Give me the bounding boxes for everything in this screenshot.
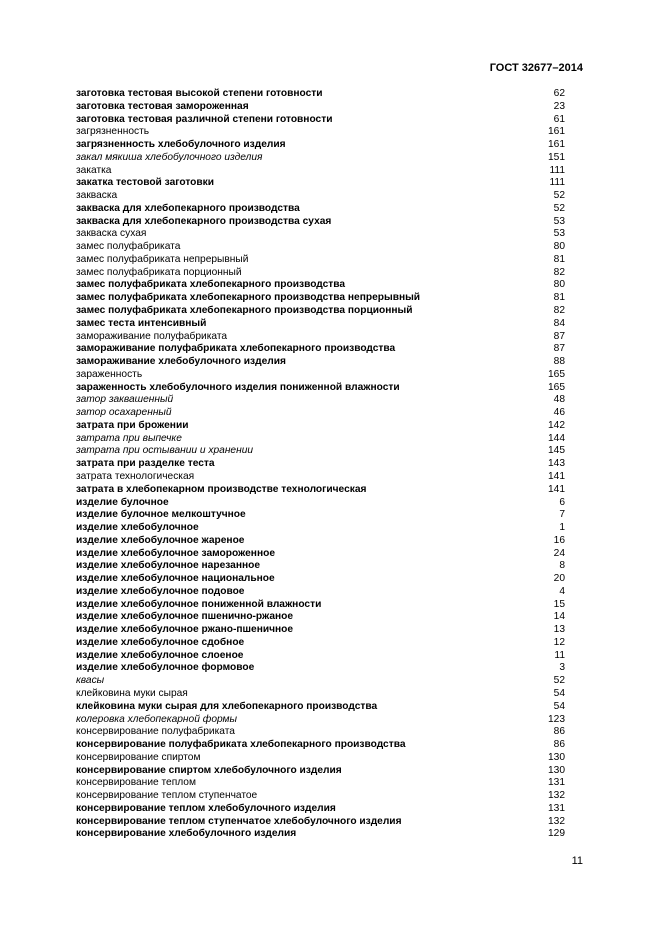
index-entry bbox=[76, 714, 566, 727]
index-entry bbox=[76, 726, 566, 739]
index-page-ref: 132 bbox=[548, 815, 565, 827]
index-entry bbox=[76, 152, 566, 165]
index-entry bbox=[76, 331, 566, 344]
index-page-ref: 62 bbox=[553, 88, 565, 99]
index-term: загрязненность хлебобулочного изделия bbox=[76, 139, 286, 151]
index-page-ref: 3 bbox=[559, 662, 565, 674]
index-term: замес полуфабриката хлебопекарного производства bbox=[76, 279, 346, 291]
index-page-ref: 84 bbox=[553, 317, 565, 329]
index-entry bbox=[76, 599, 566, 612]
index-page-ref: 82 bbox=[553, 266, 565, 278]
index-page-ref: 88 bbox=[553, 356, 565, 368]
index-entry bbox=[76, 165, 566, 178]
index-page-ref: 80 bbox=[553, 279, 565, 291]
index-page-ref: 165 bbox=[548, 381, 565, 393]
index-term: заготовка тестовая высокой степени готовности bbox=[76, 88, 323, 99]
index-page-ref: 80 bbox=[553, 241, 565, 253]
index-page-ref: 53 bbox=[553, 215, 565, 227]
index-entry bbox=[76, 458, 566, 471]
index-page-ref: 87 bbox=[553, 343, 565, 355]
index-term: изделие хлебобулочное национальное bbox=[76, 573, 275, 585]
index-page-ref: 52 bbox=[553, 190, 565, 202]
index-page-ref: 151 bbox=[548, 151, 565, 163]
index-entry bbox=[76, 509, 566, 522]
index-entry bbox=[76, 586, 566, 599]
index-term: изделие хлебобулочное формовое bbox=[76, 662, 255, 674]
index-entry bbox=[76, 382, 566, 395]
index-page-ref: 52 bbox=[553, 675, 565, 687]
index-entry bbox=[76, 573, 566, 586]
index-page-ref: 52 bbox=[553, 202, 565, 214]
index-term: затор заквашенный bbox=[76, 394, 174, 406]
index-term: замес полуфабриката bbox=[76, 241, 181, 253]
index-entry bbox=[76, 752, 566, 765]
standard-header: ГОСТ 32677–2014 bbox=[489, 62, 583, 74]
index-page-ref: 1 bbox=[559, 522, 565, 534]
term-index-list bbox=[76, 88, 566, 841]
index-page-ref: 130 bbox=[548, 751, 565, 763]
index-page-ref: 14 bbox=[553, 611, 565, 623]
index-page-ref: 145 bbox=[548, 445, 565, 457]
index-page-ref: 131 bbox=[548, 802, 565, 814]
index-page-ref: 130 bbox=[548, 764, 565, 776]
index-page-ref: 142 bbox=[548, 419, 565, 431]
index-term: замес полуфабриката хлебопекарного производства непрерывный bbox=[76, 292, 421, 304]
index-term: замораживание полуфабриката bbox=[76, 330, 228, 342]
index-entry bbox=[76, 228, 566, 241]
index-term: консервирование теплом ступенчатое bbox=[76, 790, 258, 802]
index-term: заготовка тестовая замороженная bbox=[76, 100, 249, 112]
index-term: зараженность bbox=[76, 368, 143, 380]
index-entry bbox=[76, 177, 566, 190]
index-page-ref: 161 bbox=[548, 139, 565, 151]
index-entry bbox=[76, 828, 566, 841]
index-page-ref: 132 bbox=[548, 790, 565, 802]
index-entry bbox=[76, 624, 566, 637]
index-entry bbox=[76, 675, 566, 688]
index-term: квасы bbox=[76, 675, 105, 687]
index-page-ref: 54 bbox=[553, 687, 565, 699]
index-term: консервирование теплом bbox=[76, 777, 196, 789]
index-entry bbox=[76, 471, 566, 484]
index-entry bbox=[76, 114, 566, 127]
index-page-ref: 161 bbox=[548, 126, 565, 138]
index-term: изделие хлебобулочное жареное bbox=[76, 534, 245, 546]
index-entry bbox=[76, 637, 566, 650]
index-entry bbox=[76, 701, 566, 714]
index-entry bbox=[76, 548, 566, 561]
index-page-ref: 46 bbox=[553, 407, 565, 419]
index-term: затрата при брожении bbox=[76, 419, 189, 431]
index-page-ref: 15 bbox=[553, 598, 565, 610]
index-page-ref: 141 bbox=[548, 470, 565, 482]
index-entry bbox=[76, 369, 566, 382]
index-term: консервирование теплом ступенчатое хлебобулочного изделия bbox=[76, 815, 402, 827]
index-term: замес полуфабриката хлебопекарного производства порционный bbox=[76, 305, 413, 317]
index-term: замораживание хлебобулочного изделия bbox=[76, 356, 286, 368]
index-term: заготовка тестовая различной степени готовности bbox=[76, 113, 333, 125]
index-entry bbox=[76, 343, 566, 356]
index-term: изделие булочное мелкоштучное bbox=[76, 509, 246, 521]
index-term: замес полуфабриката порционный bbox=[76, 266, 242, 278]
index-page-ref: 7 bbox=[559, 509, 565, 521]
index-term: клейковина муки сырая для хлебопекарного производства bbox=[76, 700, 378, 712]
index-term: изделие хлебобулочное bbox=[76, 522, 199, 534]
index-page-ref: 24 bbox=[553, 547, 565, 559]
index-entry bbox=[76, 803, 566, 816]
index-term: консервирование спиртом хлебобулочного изделия bbox=[76, 764, 342, 776]
index-term: зараженность хлебобулочного изделия пониженной влажности bbox=[76, 381, 400, 393]
index-entry bbox=[76, 190, 566, 203]
index-term: изделие булочное bbox=[76, 496, 169, 508]
index-term: консервирование хлебобулочного изделия bbox=[76, 828, 297, 840]
page-number: 11 bbox=[571, 855, 583, 867]
index-term: изделие хлебобулочное сдобное bbox=[76, 636, 245, 648]
index-entry bbox=[76, 203, 566, 216]
index-term: изделие хлебобулочное подовое bbox=[76, 585, 245, 597]
index-term: затрата в хлебопекарном производстве технологическая bbox=[76, 483, 367, 495]
index-page-ref: 20 bbox=[553, 573, 565, 585]
index-entry bbox=[76, 816, 566, 829]
index-entry bbox=[76, 535, 566, 548]
index-entry bbox=[76, 650, 566, 663]
index-page-ref: 123 bbox=[548, 713, 565, 725]
index-term: изделие хлебобулочное замороженное bbox=[76, 547, 276, 559]
index-term: затрата технологическая bbox=[76, 470, 195, 482]
index-term: закваска сухая bbox=[76, 228, 147, 240]
index-entry bbox=[76, 292, 566, 305]
index-term: изделие хлебобулочное пшенично-ржаное bbox=[76, 611, 294, 623]
index-page-ref: 111 bbox=[549, 164, 565, 176]
index-term: колеровка хлебопекарной формы bbox=[76, 713, 238, 725]
index-page-ref: 131 bbox=[548, 777, 565, 789]
index-entry bbox=[76, 445, 566, 458]
index-term: консервирование спиртом bbox=[76, 751, 201, 763]
index-entry bbox=[76, 267, 566, 280]
index-page-ref: 165 bbox=[548, 368, 565, 380]
index-term: изделие хлебобулочное ржано-пшеничное bbox=[76, 624, 294, 636]
index-entry bbox=[76, 420, 566, 433]
index-term: закатка bbox=[76, 164, 112, 176]
index-page-ref: 144 bbox=[548, 432, 565, 444]
index-entry bbox=[76, 497, 566, 510]
index-entry bbox=[76, 356, 566, 369]
index-term: замес теста интенсивный bbox=[76, 317, 207, 329]
index-page-ref: 141 bbox=[548, 483, 565, 495]
index-term: загрязненность bbox=[76, 126, 150, 138]
index-entry bbox=[76, 662, 566, 675]
index-entry bbox=[76, 560, 566, 573]
index-term: закваска для хлебопекарного производства bbox=[76, 202, 300, 214]
index-entry bbox=[76, 522, 566, 535]
index-page-ref: 129 bbox=[548, 828, 565, 840]
index-term: консервирование теплом хлебобулочного изделия bbox=[76, 802, 336, 814]
index-entry bbox=[76, 611, 566, 624]
index-entry bbox=[76, 216, 566, 229]
index-page-ref: 81 bbox=[553, 292, 565, 304]
index-term: затор осахаренный bbox=[76, 407, 172, 419]
index-page-ref: 81 bbox=[553, 253, 565, 265]
index-term: затрата при остывании и хранении bbox=[76, 445, 254, 457]
index-term: изделие хлебобулочное пониженной влажности bbox=[76, 598, 322, 610]
index-entry bbox=[76, 318, 566, 331]
index-page-ref: 48 bbox=[553, 394, 565, 406]
index-term: закваска для хлебопекарного производства сухая bbox=[76, 215, 332, 227]
index-page-ref: 53 bbox=[553, 228, 565, 240]
index-page-ref: 6 bbox=[559, 496, 565, 508]
index-term: изделие хлебобулочное нарезанное bbox=[76, 560, 261, 572]
index-term: закатка тестовой заготовки bbox=[76, 177, 215, 189]
index-entry bbox=[76, 739, 566, 752]
index-term: замораживание полуфабриката хлебопекарного производства bbox=[76, 343, 396, 355]
index-entry bbox=[76, 765, 566, 778]
index-term: затрата при разделке теста bbox=[76, 458, 215, 470]
index-page-ref: 23 bbox=[553, 100, 565, 112]
index-term: затрата при выпечке bbox=[76, 432, 182, 444]
index-entry bbox=[76, 688, 566, 701]
index-term: консервирование полуфабриката хлебопекарного производства bbox=[76, 739, 406, 751]
index-page-ref: 16 bbox=[553, 534, 565, 546]
index-page-ref: 87 bbox=[553, 330, 565, 342]
index-entry bbox=[76, 88, 566, 101]
index-entry bbox=[76, 139, 566, 152]
index-entry bbox=[76, 394, 566, 407]
index-entry bbox=[76, 407, 566, 420]
index-term: консервирование полуфабриката bbox=[76, 726, 235, 738]
index-page-ref: 143 bbox=[548, 458, 565, 470]
index-term: клейковина муки сырая bbox=[76, 687, 188, 699]
index-entry bbox=[76, 126, 566, 139]
index-page-ref: 111 bbox=[549, 177, 565, 189]
index-page-ref: 13 bbox=[553, 624, 565, 636]
index-term: изделие хлебобулочное слоеное bbox=[76, 649, 244, 661]
index-entry bbox=[76, 101, 566, 114]
index-term: закваска bbox=[76, 190, 118, 202]
index-page-ref: 86 bbox=[553, 739, 565, 751]
index-entry bbox=[76, 484, 566, 497]
index-term: закал мякиша хлебобулочного изделия bbox=[76, 151, 263, 163]
index-page-ref: 54 bbox=[553, 700, 565, 712]
index-entry bbox=[76, 790, 566, 803]
index-page-ref: 8 bbox=[559, 560, 565, 572]
index-page-ref: 12 bbox=[553, 636, 565, 648]
index-page-ref: 4 bbox=[559, 585, 565, 597]
index-page-ref: 11 bbox=[554, 649, 565, 661]
index-entry bbox=[76, 254, 566, 267]
index-page-ref: 82 bbox=[553, 305, 565, 317]
index-page-ref: 61 bbox=[553, 113, 565, 125]
index-entry bbox=[76, 241, 566, 254]
index-term: замес полуфабриката непрерывный bbox=[76, 253, 249, 265]
index-entry bbox=[76, 433, 566, 446]
index-entry bbox=[76, 777, 566, 790]
index-entry bbox=[76, 305, 566, 318]
index-page-ref: 86 bbox=[553, 726, 565, 738]
index-entry bbox=[76, 279, 566, 292]
